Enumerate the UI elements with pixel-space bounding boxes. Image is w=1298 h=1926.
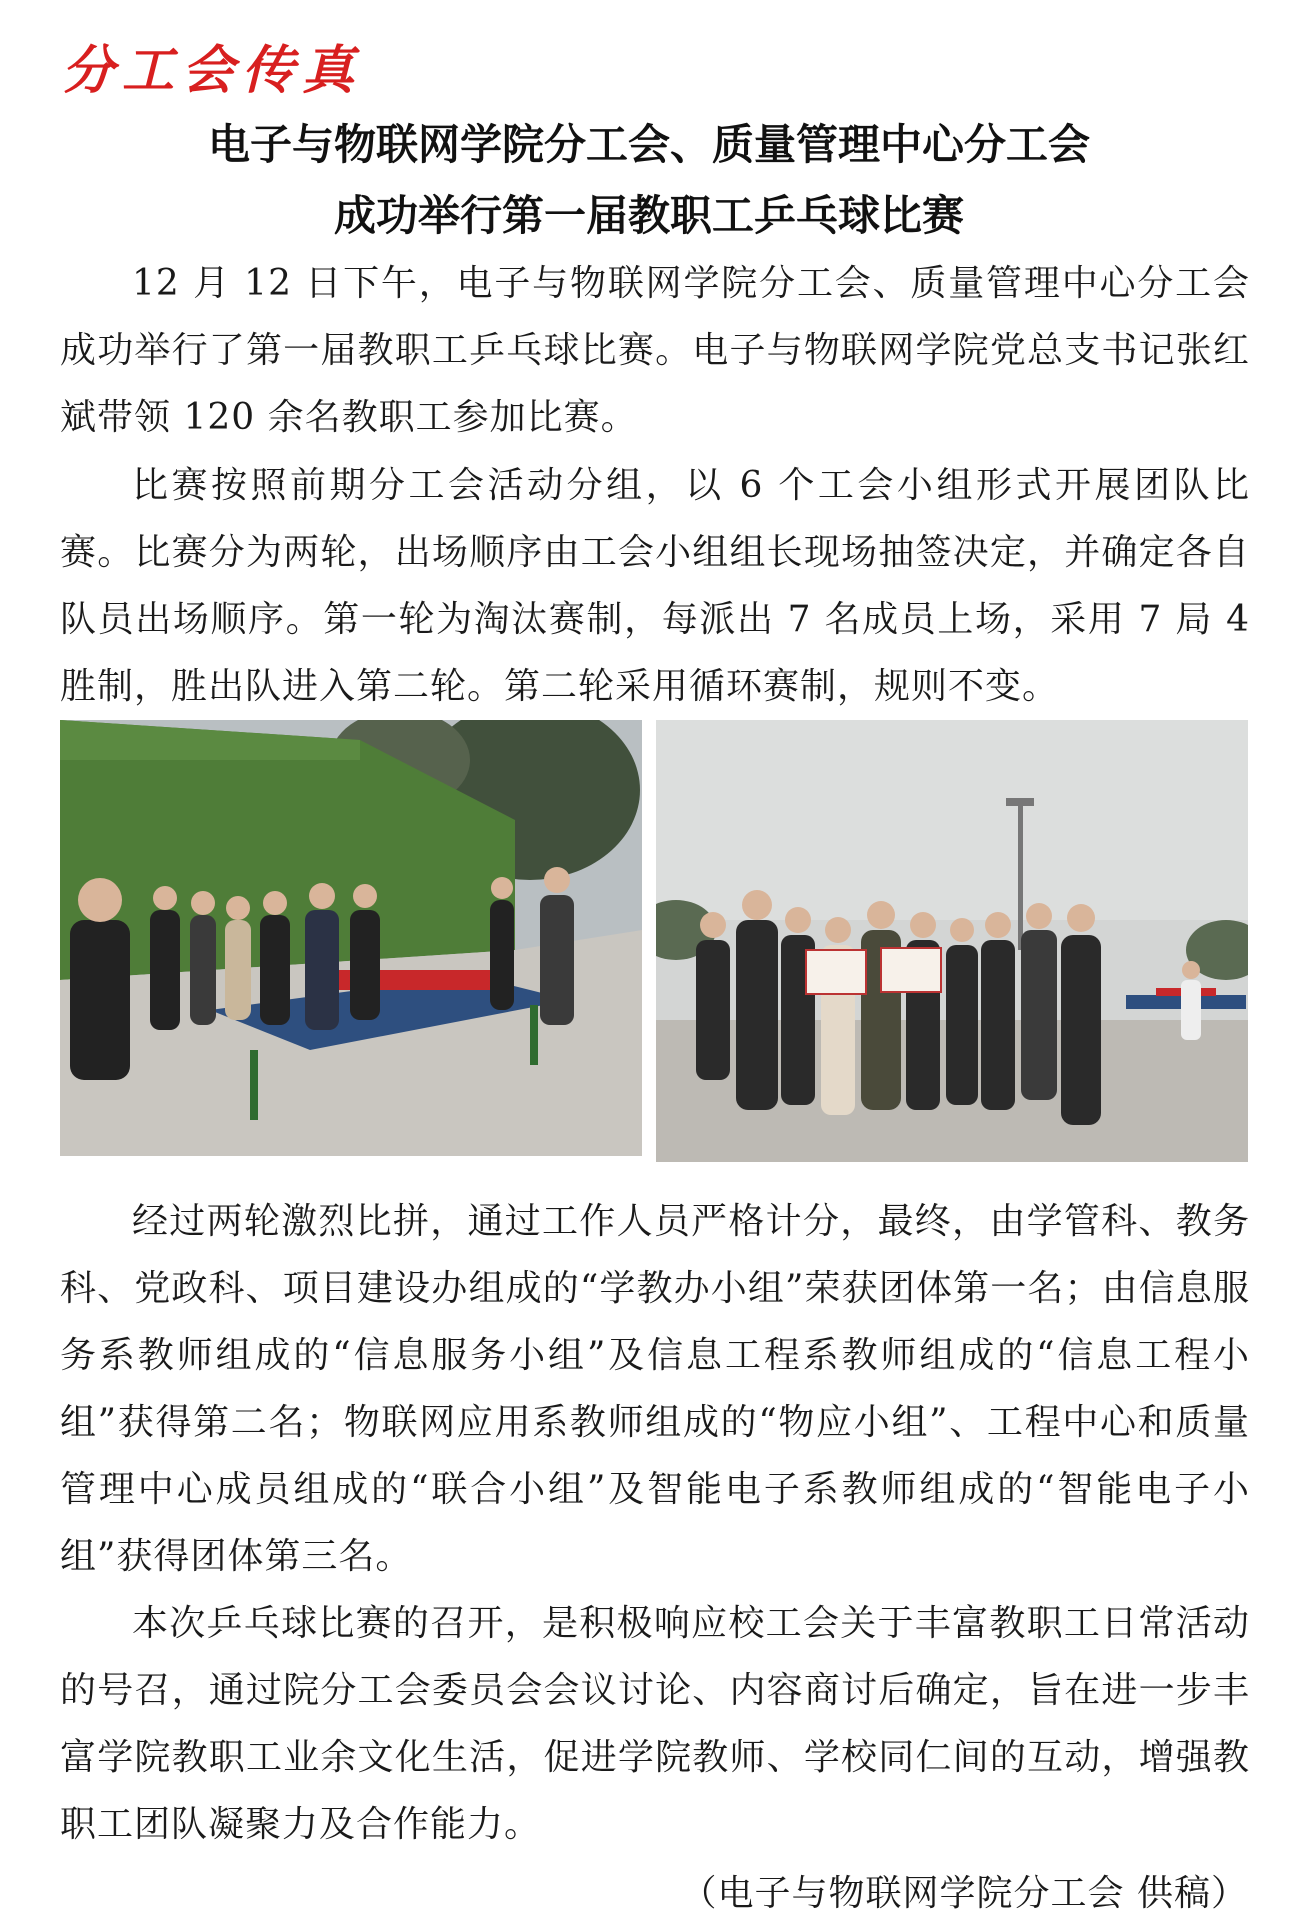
article-paragraph-4: 本次乒乓球比赛的召开，是积极响应校工会关于丰富教职工日常活动的号召，通过院分工会委员会会议讨论、内容商讨后确定，旨在进一步丰富学院教职工业余文化生活，促进学院教师、学校同仁间的互动，增强教职工团队凝聚力及合作能力。 — [60, 1603, 1250, 1845]
article-paragraph-2: 比赛按照前期分工会活动分组，以 6 个工会小组形式开展团队比赛。比赛分为两轮，出场顺序由工会小组组长现场抽签决定，并确定各自队员出场顺序。第一轮为淘汰赛制，每派出 7 名成员上场，采用 7 局 4 胜制，胜出队进入第二轮。第二轮采用循环赛制，规则不变。 — [60, 465, 1250, 707]
match-photo — [60, 720, 642, 1156]
group-photo — [656, 720, 1248, 1162]
article-credit: （电子与物联网学院分工会 供稿） — [680, 1873, 1248, 1914]
article-paragraph-3: 经过两轮激烈比拼，通过工作人员严格计分，最终，由学管科、教务科、党政科、项目建设办组成的“学教办小组”荣获团体第一名；由信息服务系教师组成的“信息服务小组”及信息工程系教师组成的“信息工程小组”获得第二名；物联网应用系教师组成的“物应小组”、工程中心和质量管理中心成员组成的“联合小组”及智能电子系教师组成的“智能电子小组”获得团体第三名。 — [60, 1201, 1250, 1577]
masthead-logo: 分工会传真 — [62, 41, 363, 101]
article-title-line1: 电子与物联网学院分工会、质量管理中心分工会 — [207, 120, 1090, 169]
article-paragraph-1: 12 月 12 日下午，电子与物联网学院分工会、质量管理中心分工会成功举行了第一届教职工乒乓球比赛。电子与物联网学院党总支书记张红斌带领 120 余名教职工参加比赛。 — [60, 263, 1250, 438]
article-title-line2: 成功举行第一届教职工乒乓球比赛 — [333, 191, 964, 240]
